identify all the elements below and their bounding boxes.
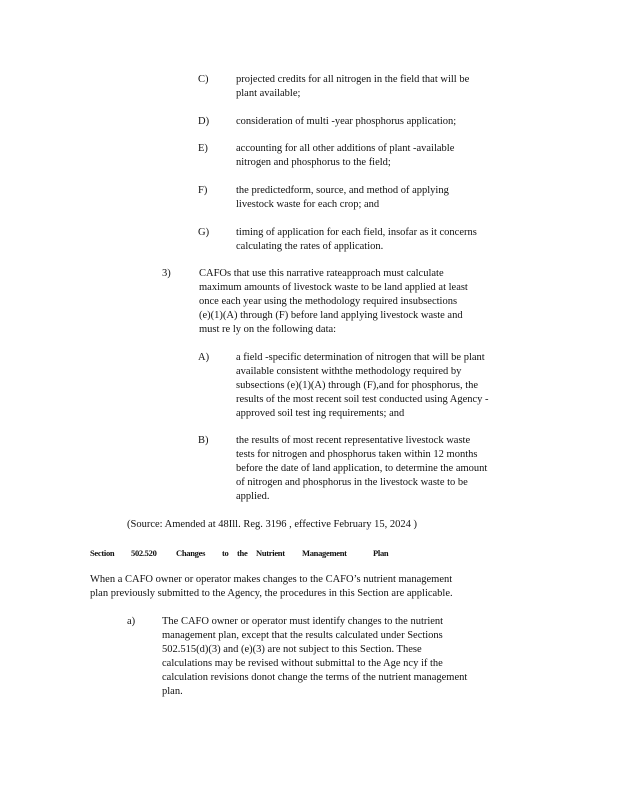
text-line: calculating the rates of application.: [236, 241, 384, 252]
text-line: maximum amounts of livestock waste to be land applied at least: [199, 282, 468, 293]
item-label-c: C): [198, 74, 209, 85]
text-line: timing of application for each field, insofar as it concerns: [236, 227, 477, 238]
item-g-text: [236, 226, 477, 254]
text-line: plant available;: [236, 88, 301, 99]
item-label-d: D): [198, 116, 210, 127]
source-note: [127, 518, 417, 532]
text-line: the results of most recent representative livestock waste: [236, 435, 471, 446]
text-line: management plan, except that the results calculated under Sections: [162, 630, 443, 641]
text-line: results of the most recent soil test conducted using Agency -: [236, 394, 489, 405]
item-label-a-sub: A): [198, 352, 210, 363]
text-line: When a CAFO owner or operator makes changes to the CAFO’s nutrient management: [90, 574, 453, 585]
item-label-g: G): [198, 227, 210, 238]
text-line: consideration of multi -year phosphorus application;: [236, 116, 457, 127]
text-line: livestock waste for each crop; and: [236, 199, 380, 210]
text-line: the predictedform, source, and method of applying: [236, 185, 449, 196]
section-word: Section: [90, 548, 115, 558]
text-line: approved soil test ing requirements; and: [236, 408, 405, 419]
item-b-sub-text: [236, 434, 487, 504]
item-a-text: [162, 615, 467, 699]
text-line: of nitrogen and phosphorus in the livestock waste to be: [236, 477, 468, 488]
text-line: plan.: [162, 686, 183, 697]
text-line: subsections (e)(1)(A) through (F),and for phosphorus, the: [236, 380, 479, 391]
item-label-e: E): [198, 143, 208, 154]
item-label-b-sub: B): [198, 435, 209, 446]
text-line: projected credits for all nitrogen in the field that will be: [236, 74, 470, 85]
section-title-word: Nutrient: [256, 548, 285, 558]
section-title-word: the: [237, 548, 248, 558]
text-line: calculation revisions donot change the terms of the nutrient management: [162, 672, 468, 683]
text-line: applied.: [236, 491, 270, 502]
text-line: before the date of land application, to determine the amount: [236, 463, 488, 474]
text-line: The CAFO owner or operator must identify changes to the nutrient: [162, 616, 444, 627]
item-label-3: 3): [162, 268, 171, 279]
item-3-text: [199, 267, 468, 337]
item-label-f: F): [198, 185, 208, 196]
item-e-text: [236, 142, 454, 170]
item-d-text: [236, 115, 456, 129]
section-title-word: Plan: [373, 548, 389, 558]
text-line: (e)(1)(A) through (F) before land applying livestock waste and: [199, 310, 463, 321]
item-a-sub-text: [236, 351, 489, 421]
section-title-word: to: [222, 548, 229, 558]
intro-paragraph: [90, 573, 453, 601]
text-line: nitrogen and phosphorus to the field;: [236, 157, 391, 168]
section-number: 502.520: [131, 548, 157, 558]
source-note-text: (Source: Amended at 48Ill. Reg. 3196 , effective February 15, 2024 ): [127, 519, 417, 530]
text-line: tests for nitrogen and phosphorus taken within 12 months: [236, 449, 478, 460]
section-heading: [90, 547, 410, 559]
text-line: must re ly on the following data:: [199, 324, 337, 335]
text-line: once each year using the methodology required insubsections: [199, 296, 458, 307]
text-line: accounting for all other additions of plant -available: [236, 143, 455, 154]
item-c-text: [236, 73, 469, 101]
section-title-word: Changes: [176, 548, 206, 558]
text-line: available consistent withthe methodology required by: [236, 366, 462, 377]
item-f-text: [236, 184, 449, 212]
text-line: calculations may be revised without submittal to the Age ncy if the: [162, 658, 443, 669]
item-label-a: a): [127, 616, 136, 627]
text-line: plan previously submitted to the Agency, the procedures in this Section are applicable.: [90, 588, 453, 599]
section-title-word: Management: [302, 548, 347, 558]
text-line: a field -specific determination of nitrogen that will be plant: [236, 352, 485, 363]
text-line: 502.515(d)(3) and (e)(3) are not subject to this Section. These: [162, 644, 422, 655]
text-line: CAFOs that use this narrative rateapproach must calculate: [199, 268, 444, 279]
